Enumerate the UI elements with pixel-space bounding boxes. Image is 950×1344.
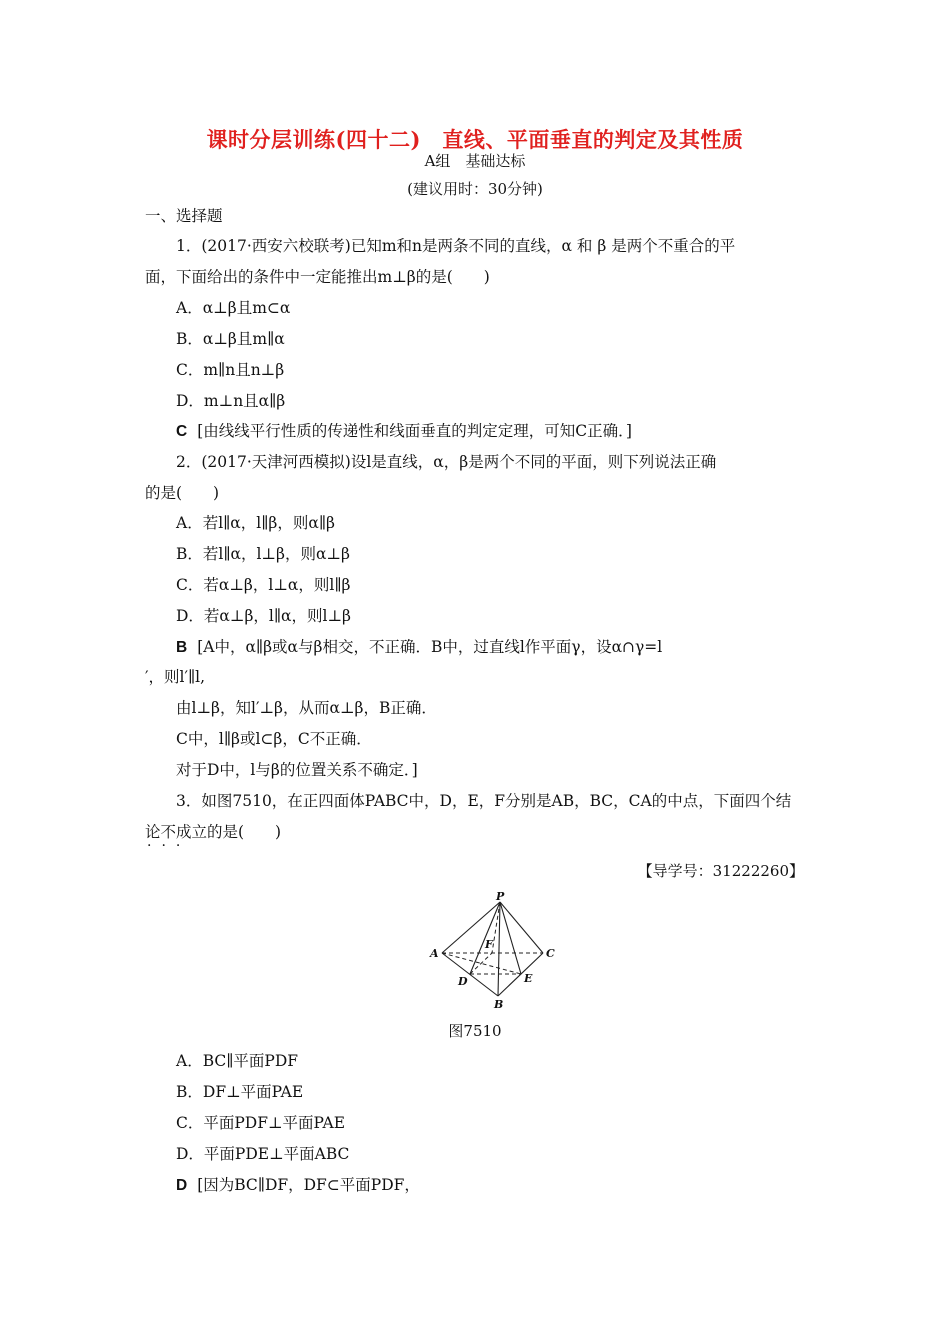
q1-answer-row <box>176 421 632 442</box>
q1-option-d: D．m⊥n且α∥β <box>176 392 286 410</box>
q1-option-b: B．α⊥β且m∥α <box>176 330 285 348</box>
q2-answer-row <box>176 637 662 658</box>
q3-option-c: C．平面PDF⊥平面PAE <box>176 1114 346 1132</box>
q2-option-d: D．若α⊥β，l∥α，则l⊥β <box>176 607 352 625</box>
label-c: C <box>546 947 555 960</box>
label-d: D <box>458 975 468 988</box>
time-hint: (建议用时：30分钟) <box>407 180 543 198</box>
q3-stem-line2: 论不成立的是( ) <box>145 823 282 841</box>
label-a: A <box>430 947 439 960</box>
q3-option-b: B．DF⊥平面PAE <box>176 1083 304 1101</box>
segment-df-hidden <box>470 953 492 974</box>
edge-pc <box>500 902 543 953</box>
edge-pb <box>498 902 500 996</box>
q1-option-a: A．α⊥β且m⊂α <box>176 299 291 317</box>
label-b: B <box>494 998 504 1011</box>
guide-number: 【导学号：31222260】 <box>637 862 804 880</box>
q2-answer: B <box>176 639 188 656</box>
q2-explanation-line5: 对于D中，l与β的位置关系不确定．] <box>176 761 418 779</box>
figure-caption: 图7510 <box>448 1022 502 1040</box>
q3-option-d: D．平面PDE⊥平面ABC <box>176 1145 350 1163</box>
q2-stem-line1: 2．(2017·天津河西模拟)设l是直线，α，β是两个不同的平面，则下列说法正确 <box>176 453 717 471</box>
q1-stem-line1: 1．(2017·西安六校联考)已知m和n是两条不同的直线，α 和 β 是两个不重合的平 <box>176 237 736 255</box>
label-p: P <box>496 890 505 903</box>
q2-explanation-line2: ′，则l′∥l, <box>145 668 206 686</box>
page-title: 课时分层训练(四十二) 直线、平面垂直的判定及其性质 <box>206 127 744 152</box>
q1-stem-line2: 面，下面给出的条件中一定能推出m⊥β的是( ) <box>145 268 490 286</box>
q2-option-c: C．若α⊥β，l⊥α，则l∥β <box>176 576 351 594</box>
q1-option-c: C．m∥n且n⊥β <box>176 361 285 379</box>
segment-pe <box>500 902 521 974</box>
q3-answer: D <box>176 1177 188 1194</box>
q2-explanation-line1: [A中，α∥β或α与β相交，不正确．B中，过直线l作平面γ，设α∩γ=l <box>197 638 663 656</box>
q3-answer-row <box>176 1175 420 1196</box>
q3-option-a: A．BC∥平面PDF <box>176 1052 299 1070</box>
q3-stem-line1: 3．如图7510，在正四面体PABC中，D，E，F分别是AB，BC，CA的中点，下面四个结 <box>176 792 792 810</box>
q2-explanation-line4: C中，l∥β或l⊂β，C不正确． <box>176 730 372 748</box>
group-label: A组 基础达标 <box>424 152 526 170</box>
q3-explanation: [因为BC∥DF，DF⊂平面PDF， <box>197 1176 420 1194</box>
q2-option-b: B．若l∥α，l⊥β，则α⊥β <box>176 545 350 563</box>
q2-explanation-line3: 由l⊥β，知l′⊥β，从而α⊥β，B正确． <box>176 699 437 717</box>
emphasis-dots: ··· <box>147 838 191 854</box>
q1-answer: C <box>176 423 188 440</box>
label-f: F <box>485 938 493 951</box>
q1-explanation: [由线线平行性质的传递性和线面垂直的判定定理，可知C正确．] <box>197 422 632 440</box>
label-e: E <box>524 972 533 985</box>
tetrahedron-figure <box>425 890 565 1012</box>
q2-option-a: A．若l∥α，l∥β，则α∥β <box>176 514 335 532</box>
q2-stem-line2: 的是( ) <box>145 484 220 502</box>
section-heading: 一、选择题 <box>145 207 223 225</box>
